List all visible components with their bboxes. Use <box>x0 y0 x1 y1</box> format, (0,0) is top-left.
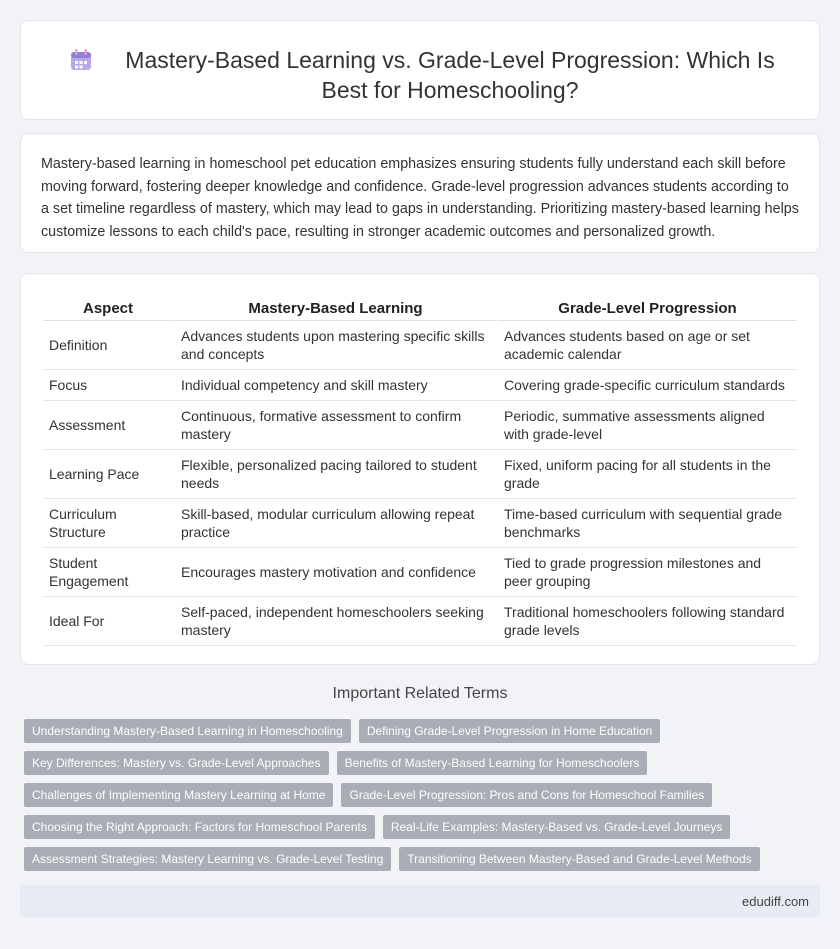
related-term-link[interactable]: Benefits of Mastery-Based Learning for Homeschoolers <box>337 751 648 775</box>
related-term-link[interactable]: Transitioning Between Mastery-Based and Grade-Level Methods <box>399 847 759 871</box>
row-grade-level: Covering grade-specific curriculum standards <box>496 370 797 401</box>
table-row <box>43 597 797 646</box>
row-grade-level: Time-based curriculum with sequential grade benchmarks <box>496 499 797 548</box>
row-grade-level: Advances students based on age or set academic calendar <box>496 321 797 370</box>
table-row <box>43 499 797 548</box>
row-aspect: Curriculum Structure <box>43 499 173 548</box>
related-term-link[interactable]: Real-Life Examples: Mastery-Based vs. Grade-Level Journeys <box>383 815 730 839</box>
intro-paragraph: Mastery-based learning in homeschool pet education emphasizes ensuring students fully understand each skill before moving forward, fostering deeper knowledge and confidence. Grade-level progression advances students according to a set timeline regardless of mastery, which may lead to gaps in understanding. Prioritizing mastery-based learning helps customize lessons to each child's pace, resulting in stronger academic outcomes and personalized growth. <box>41 156 799 240</box>
row-mastery: Individual competency and skill mastery <box>173 370 496 401</box>
comparison-card <box>20 273 820 665</box>
tag-row <box>24 719 824 743</box>
related-term-link[interactable]: Grade-Level Progression: Pros and Cons for Homeschool Families <box>341 783 712 807</box>
row-aspect: Learning Pace <box>43 450 173 499</box>
row-grade-level: Tied to grade progression milestones and peer grouping <box>496 548 797 597</box>
header-grade-level: Grade-Level Progression <box>496 296 797 321</box>
row-aspect: Student Engagement <box>43 548 173 597</box>
row-grade-level: Periodic, summative assessments aligned with grade-level <box>496 401 797 450</box>
related-terms-heading: Important Related Terms <box>332 685 508 702</box>
table-row <box>43 370 797 401</box>
table-row <box>43 401 797 450</box>
related-terms-list <box>24 719 824 879</box>
row-mastery: Advances students upon mastering specific skills and concepts <box>173 321 496 370</box>
tag-row <box>24 847 824 871</box>
header-aspect: Aspect <box>43 296 173 321</box>
related-term-link[interactable]: Assessment Strategies: Mastery Learning vs. Grade-Level Testing <box>24 847 391 871</box>
table-row <box>43 450 797 499</box>
row-aspect: Focus <box>43 370 173 401</box>
header-mastery: Mastery-Based Learning <box>173 296 496 321</box>
table-row <box>43 321 797 370</box>
row-aspect: Ideal For <box>43 597 173 646</box>
comparison-table <box>43 296 797 646</box>
related-term-link[interactable]: Key Differences: Mastery vs. Grade-Level Approaches <box>24 751 329 775</box>
title-card <box>20 20 820 120</box>
row-grade-level: Fixed, uniform pacing for all students in the grade <box>496 450 797 499</box>
row-mastery: Skill-based, modular curriculum allowing repeat practice <box>173 499 496 548</box>
tag-row <box>24 783 824 807</box>
row-mastery: Flexible, personalized pacing tailored to student needs <box>173 450 496 499</box>
footer <box>20 885 820 917</box>
intro-card <box>20 133 820 253</box>
related-term-link[interactable]: Understanding Mastery-Based Learning in Homeschooling <box>24 719 351 743</box>
row-aspect: Definition <box>43 321 173 370</box>
tag-row <box>24 751 824 775</box>
row-grade-level: Traditional homeschoolers following standard grade levels <box>496 597 797 646</box>
related-term-link[interactable]: Choosing the Right Approach: Factors for Homeschool Parents <box>24 815 375 839</box>
table-header-row <box>43 296 797 321</box>
footer-site-link[interactable]: edudiff.com <box>742 894 809 909</box>
table-row <box>43 548 797 597</box>
row-mastery: Self-paced, independent homeschoolers seeking mastery <box>173 597 496 646</box>
row-mastery: Continuous, formative assessment to confirm mastery <box>173 401 496 450</box>
row-mastery: Encourages mastery motivation and confidence <box>173 548 496 597</box>
related-term-link[interactable]: Challenges of Implementing Mastery Learning at Home <box>24 783 333 807</box>
page-title: Mastery-Based Learning vs. Grade-Level Progression: Which Is Best for Homeschooling? <box>125 47 775 103</box>
tag-row <box>24 815 824 839</box>
related-term-link[interactable]: Defining Grade-Level Progression in Home Education <box>359 719 661 743</box>
row-aspect: Assessment <box>43 401 173 450</box>
